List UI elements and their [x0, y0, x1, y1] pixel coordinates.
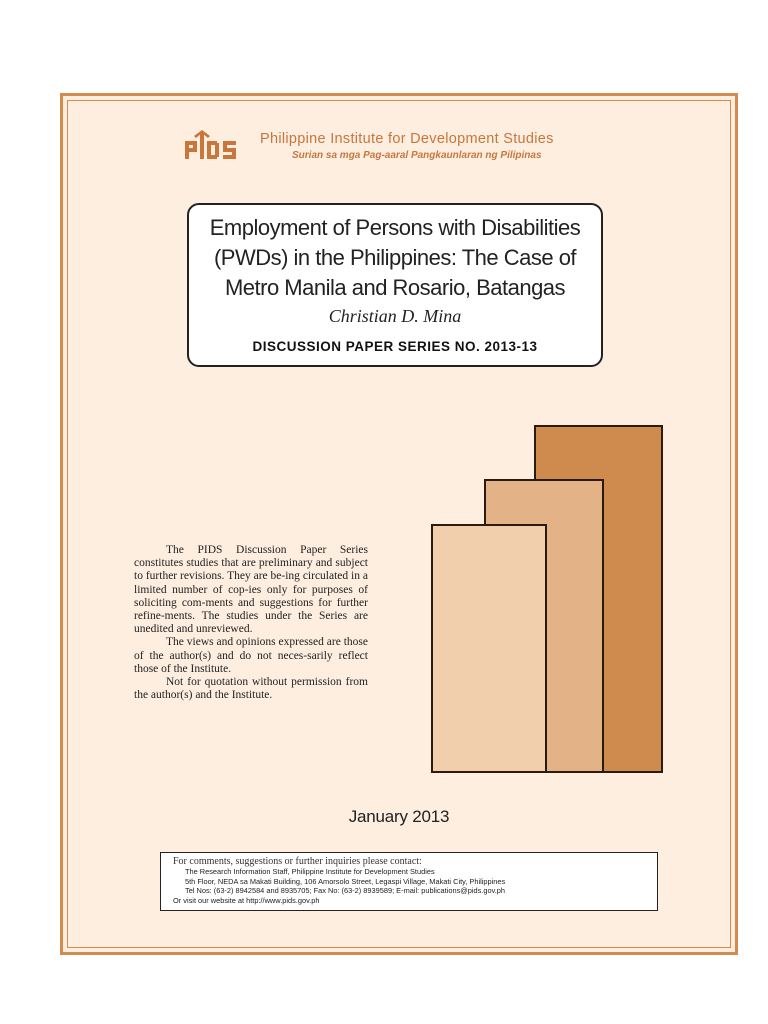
paper-title: [189, 213, 601, 303]
contact-heading: For comments, suggestions or further inquiries please contact:: [173, 856, 422, 867]
disclaimer-note: [134, 544, 368, 702]
publication-date: January 2013: [348, 807, 450, 826]
institute-name: Philippine Institute for Development Studies: [260, 131, 554, 147]
title-line: Employment of Persons with Disabilities: [209, 215, 581, 240]
title-box: [187, 203, 603, 367]
series-number: DISCUSSION PAPER SERIES NO. 2013-13: [252, 339, 538, 354]
title-line: Metro Manila and Rosario, Batangas: [224, 275, 566, 300]
institute-subtitle: Surian sa mga Pag-aaral Pangkaunlaran ng Pilipinas: [292, 150, 542, 161]
contact-line: The Research Information Staff, Philippine Institute for Development Studies: [185, 867, 435, 876]
pids-logo: [184, 130, 244, 160]
contact-line: Tel Nos: (63-2) 8942584 and 8935705; Fax No: (63-2) 8939589; E-mail: publications@pids.gov.ph: [185, 886, 506, 895]
contact-line: 5th Floor, NEDA sa Makati Building, 106 Amorsolo Street, Legaspi Village, Makati City, Philippines: [185, 876, 506, 886]
bar-light: [431, 524, 547, 773]
note-paragraph: Not for quotation without permission from the author(s) and the Institute.: [134, 676, 368, 702]
note-paragraph: The views and opinions expressed are those of the author(s) and do not neces-sarily reflect those of the Institute.: [134, 636, 368, 675]
website-link[interactable]: Or visit our website at http://www.pids.gov.ph: [173, 895, 320, 905]
decorative-bars: [429, 423, 669, 775]
author-name: Christian D. Mina: [328, 306, 462, 326]
title-line: (PWDs) in the Philippines: The Case of: [213, 245, 577, 270]
cover-page: [60, 93, 738, 955]
note-paragraph: The PIDS Discussion Paper Series constitutes studies that are preliminary and subject to further revisions. They are be-ing circulated in a limited number of cop-ies only for purposes of soliciting com-ments and suggestions for further refine-ments. The studies under the Series are unedited and unreviewed.: [134, 544, 368, 636]
contact-box: [160, 852, 658, 911]
